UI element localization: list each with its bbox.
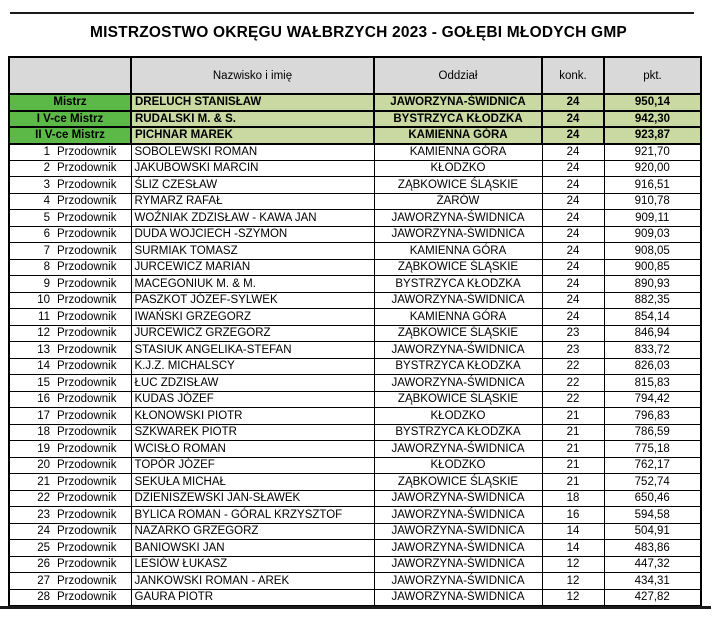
rank-label: Przodownik (57, 294, 117, 307)
rank-label: Przodownik (57, 327, 117, 340)
rank-number: 19 (37, 442, 50, 455)
konk-cell: 24 (542, 193, 604, 210)
konk-cell: 12 (542, 573, 604, 590)
table-row (9, 276, 701, 293)
rank-number: 21 (37, 475, 50, 488)
table-row (9, 408, 701, 425)
branch-cell: KAMIENNA GÓRA (374, 243, 542, 260)
table-row (9, 309, 701, 326)
rank-cell (9, 490, 131, 507)
rank-cell (9, 111, 131, 128)
pkt-cell: 846,94 (604, 325, 701, 342)
table-row (9, 160, 701, 177)
konk-cell: 24 (542, 259, 604, 276)
rank-number: 5 (43, 211, 50, 224)
branch-cell: JAWORZYNA-ŚWIDNICA (374, 375, 542, 392)
rank-label: Przodownik (57, 508, 117, 521)
pkt-cell: 882,35 (604, 292, 701, 309)
rank-number: 18 (37, 426, 50, 439)
konk-cell: 22 (542, 375, 604, 392)
branch-cell: ŻARÓW (374, 193, 542, 210)
pkt-cell: 909,11 (604, 210, 701, 227)
branch-cell: ZĄBKOWICE ŚLĄSKIE (374, 391, 542, 408)
pkt-cell: 833,72 (604, 342, 701, 359)
rank-number: 26 (37, 558, 50, 571)
branch-cell: KŁODZKO (374, 160, 542, 177)
name-cell: GAURA PIOTR (131, 589, 374, 606)
rank-label: Przodownik (57, 178, 117, 191)
pkt-cell: 815,83 (604, 375, 701, 392)
pkt-cell: 796,83 (604, 408, 701, 425)
header-name: Nazwisko i imię (131, 57, 374, 94)
konk-cell: 24 (542, 177, 604, 194)
konk-cell: 24 (542, 276, 604, 293)
branch-cell: BYSTRZYCA KŁODZKA (374, 424, 542, 441)
table-row (9, 94, 701, 111)
name-cell: SURMIAK TOMASZ (131, 243, 374, 260)
rank-cell (9, 556, 131, 573)
rank-label: I V-ce Mistrz (36, 112, 104, 125)
konk-cell: 14 (542, 540, 604, 557)
konk-cell: 21 (542, 474, 604, 491)
rank-number: 4 (43, 195, 50, 208)
pkt-cell: 594,58 (604, 507, 701, 524)
name-cell: KUDAS JÓZEF (131, 391, 374, 408)
branch-cell: BYSTRZYCA KŁODZKA (374, 276, 542, 293)
rank-label: Przodownik (57, 261, 117, 274)
rank-cell (9, 457, 131, 474)
rank-label: Przodownik (57, 343, 117, 356)
name-cell: PASZKOT JÓZEF-SYLWEK (131, 292, 374, 309)
rank-cell (9, 309, 131, 326)
rank-number: 24 (37, 525, 50, 538)
branch-cell: JAWORZYNA-ŚWIDNICA (374, 523, 542, 540)
rank-number: 15 (37, 376, 50, 389)
rank-number: 16 (37, 393, 50, 406)
rank-cell (9, 276, 131, 293)
pkt-cell: 794,42 (604, 391, 701, 408)
pkt-cell: 483,86 (604, 540, 701, 557)
pkt-cell: 775,18 (604, 441, 701, 458)
rank-number: 8 (43, 261, 50, 274)
konk-cell: 24 (542, 210, 604, 227)
name-cell: JURCEWICZ MARIAN (131, 259, 374, 276)
rank-number: 28 (37, 590, 50, 603)
rank-cell (9, 391, 131, 408)
konk-cell: 21 (542, 457, 604, 474)
table-row (9, 424, 701, 441)
konk-cell: 22 (542, 391, 604, 408)
pkt-cell: 923,87 (604, 127, 701, 144)
rank-number: 14 (37, 360, 50, 373)
name-cell: RYMARZ RAFAŁ (131, 193, 374, 210)
table-row (9, 507, 701, 524)
table-row (9, 177, 701, 194)
branch-cell: BYSTRZYCA KŁODZKA (374, 358, 542, 375)
branch-cell: KAMIENNA GÓRA (374, 127, 542, 144)
table-row (9, 127, 701, 144)
name-cell: MACEGONIUK M. & M. (131, 276, 374, 293)
rank-number: 7 (43, 244, 50, 257)
table-row (9, 573, 701, 590)
pkt-cell: 447,32 (604, 556, 701, 573)
name-cell: IWAŃSKI GRZEGORZ (131, 309, 374, 326)
rank-label: Przodownik (57, 244, 117, 257)
name-cell: BYLICA ROMAN - GÓRAL KRZYSZTOF (131, 507, 374, 524)
rank-label: Przodownik (57, 590, 117, 603)
table-row (9, 358, 701, 375)
pkt-cell: 916,51 (604, 177, 701, 194)
konk-cell: 24 (542, 94, 604, 111)
branch-cell: KŁODZKO (374, 408, 542, 425)
name-cell: SEKUŁA MICHAŁ (131, 474, 374, 491)
pkt-cell: 427,82 (604, 589, 701, 606)
rank-label: Przodownik (57, 376, 117, 389)
name-cell: SOBOLEWSKI ROMAN (131, 144, 374, 161)
rank-cell (9, 325, 131, 342)
pkt-cell: 910,78 (604, 193, 701, 210)
pkt-cell: 908,05 (604, 243, 701, 260)
name-cell: JAKUBOWSKI MARCIN (131, 160, 374, 177)
rank-number: 27 (37, 574, 50, 587)
header-rank (9, 57, 131, 94)
table-row (9, 226, 701, 243)
pkt-cell: 950,14 (604, 94, 701, 111)
rank-cell (9, 589, 131, 606)
rank-label: Przodownik (57, 475, 117, 488)
rank-number: 1 (43, 145, 50, 158)
pkt-cell: 434,31 (604, 573, 701, 590)
rank-cell (9, 474, 131, 491)
rank-number: 22 (37, 492, 50, 505)
top-rule (10, 12, 694, 14)
name-cell: WCISŁO ROMAN (131, 441, 374, 458)
results-table (8, 56, 702, 607)
header-branch: Oddział (374, 57, 542, 94)
table-row (9, 292, 701, 309)
table-row (9, 391, 701, 408)
header-pkt: pkt. (604, 57, 701, 94)
table-header-row (9, 57, 701, 94)
rank-number: 6 (43, 228, 50, 241)
rank-number: 10 (37, 294, 50, 307)
pkt-cell: 762,17 (604, 457, 701, 474)
konk-cell: 24 (542, 127, 604, 144)
rank-cell (9, 507, 131, 524)
rank-cell (9, 342, 131, 359)
konk-cell: 18 (542, 490, 604, 507)
branch-cell: BYSTRZYCA KŁODZKA (374, 111, 542, 128)
branch-cell: ZĄBKOWICE ŚLĄSKIE (374, 259, 542, 276)
table-row (9, 210, 701, 227)
branch-cell: KAMIENNA GÓRA (374, 309, 542, 326)
branch-cell: ZĄBKOWICE ŚLĄSKIE (374, 474, 542, 491)
rank-label: Przodownik (57, 228, 117, 241)
rank-cell (9, 160, 131, 177)
results-body (9, 94, 701, 606)
rank-cell (9, 573, 131, 590)
name-cell: K.J.Z. MICHALSCY (131, 358, 374, 375)
branch-cell: KAMIENNA GÓRA (374, 144, 542, 161)
branch-cell: JAWORZYNA-ŚWIDNICA (374, 441, 542, 458)
konk-cell: 24 (542, 292, 604, 309)
rank-cell (9, 144, 131, 161)
rank-number: 25 (37, 541, 50, 554)
rank-label: Przodownik (57, 360, 117, 373)
pkt-cell: 650,46 (604, 490, 701, 507)
pkt-cell: 826,03 (604, 358, 701, 375)
name-cell: WOŹNIAK ZDZISŁAW - KAWA JAN (131, 210, 374, 227)
branch-cell: ZĄBKOWICE ŚLĄSKIE (374, 325, 542, 342)
rank-label: Przodownik (57, 541, 117, 554)
rank-label: Przodownik (57, 145, 117, 158)
name-cell: JANKOWSKI ROMAN - AREK (131, 573, 374, 590)
branch-cell: JAWORZYNA-ŚWIDNICA (374, 573, 542, 590)
pkt-cell: 921,70 (604, 144, 701, 161)
rank-label: Przodownik (57, 277, 117, 290)
name-cell: DRELUCH STANISŁAW (131, 94, 374, 111)
konk-cell: 24 (542, 160, 604, 177)
name-cell: NAZARKO GRZEGORZ (131, 523, 374, 540)
konk-cell: 14 (542, 523, 604, 540)
rank-cell (9, 441, 131, 458)
table-row (9, 474, 701, 491)
rank-label: Przodownik (57, 492, 117, 505)
header-konk: konk. (542, 57, 604, 94)
branch-cell: JAWORZYNA-ŚWIDNICA (374, 292, 542, 309)
konk-cell: 23 (542, 325, 604, 342)
branch-cell: JAWORZYNA-ŚWIDNICA (374, 556, 542, 573)
rank-number: 23 (37, 508, 50, 521)
rank-label: Przodownik (57, 525, 117, 538)
table-row (9, 144, 701, 161)
rank-label: Mistrz (53, 96, 87, 109)
pkt-cell: 890,93 (604, 276, 701, 293)
table-row (9, 441, 701, 458)
konk-cell: 21 (542, 441, 604, 458)
name-cell: JURCEWICZ GRZEGORZ (131, 325, 374, 342)
rank-cell (9, 94, 131, 111)
name-cell: DUDA WOJCIECH -SZYMON (131, 226, 374, 243)
rank-label: Przodownik (57, 393, 117, 406)
name-cell: KŁONOWSKI PIOTR (131, 408, 374, 425)
rank-cell (9, 210, 131, 227)
rank-label: Przodownik (57, 574, 117, 587)
rank-label: Przodownik (57, 409, 117, 422)
table-row (9, 325, 701, 342)
konk-cell: 12 (542, 556, 604, 573)
rank-cell (9, 193, 131, 210)
rank-number: 17 (37, 409, 50, 422)
table-row (9, 490, 701, 507)
rank-number: 11 (38, 310, 50, 323)
table-row (9, 556, 701, 573)
rank-cell (9, 375, 131, 392)
pkt-cell: 942,30 (604, 111, 701, 128)
table-row (9, 375, 701, 392)
name-cell: ŚLIZ CZESŁAW (131, 177, 374, 194)
rank-number: 3 (43, 178, 50, 191)
name-cell: TOPÓR JÓZEF (131, 457, 374, 474)
table-row (9, 540, 701, 557)
rank-cell (9, 540, 131, 557)
konk-cell: 24 (542, 144, 604, 161)
branch-cell: KŁODZKO (374, 457, 542, 474)
pkt-cell: 752,74 (604, 474, 701, 491)
table-row (9, 457, 701, 474)
rank-label: Przodownik (57, 195, 117, 208)
pkt-cell: 504,91 (604, 523, 701, 540)
branch-cell: JAWORZYNA-ŚWIDNICA (374, 507, 542, 524)
rank-number: 12 (37, 327, 50, 340)
name-cell: STASIUK ANGELIKA-STEFAN (131, 342, 374, 359)
rank-cell (9, 408, 131, 425)
rank-label: Przodownik (57, 558, 117, 571)
name-cell: SZKWAREK PIOTR (131, 424, 374, 441)
pkt-cell: 920,00 (604, 160, 701, 177)
name-cell: ŁUC ZDZISŁAW (131, 375, 374, 392)
pkt-cell: 786,59 (604, 424, 701, 441)
konk-cell: 16 (542, 507, 604, 524)
pkt-cell: 854,14 (604, 309, 701, 326)
rank-number: 9 (43, 277, 50, 290)
konk-cell: 21 (542, 408, 604, 425)
rank-number: 13 (37, 343, 50, 356)
branch-cell: JAWORZYNA-ŚWIDNICA (374, 226, 542, 243)
rank-label: Przodownik (57, 442, 117, 455)
name-cell: RUDALSKI M. & S. (131, 111, 374, 128)
rank-number: 2 (43, 162, 50, 175)
branch-cell: ZĄBKOWICE ŚLĄSKIE (374, 177, 542, 194)
branch-cell: JAWORZYNA-ŚWIDNICA (374, 210, 542, 227)
branch-cell: JAWORZYNA-ŚWIDNICA (374, 540, 542, 557)
name-cell: LESIÓW ŁUKASZ (131, 556, 374, 573)
konk-cell: 22 (542, 358, 604, 375)
branch-cell: JAWORZYNA-ŚWIDNICA (374, 342, 542, 359)
rank-label: Przodownik (57, 426, 117, 439)
pkt-cell: 900,85 (604, 259, 701, 276)
rank-cell (9, 177, 131, 194)
rank-number: 20 (37, 459, 50, 472)
konk-cell: 12 (542, 589, 604, 606)
rank-cell (9, 226, 131, 243)
pkt-cell: 909,03 (604, 226, 701, 243)
konk-cell: 21 (542, 424, 604, 441)
rank-label: II V-ce Mistrz (35, 129, 105, 142)
name-cell: PICHNAR MAREK (131, 127, 374, 144)
konk-cell: 24 (542, 243, 604, 260)
rank-cell (9, 523, 131, 540)
table-row (9, 342, 701, 359)
table-row (9, 523, 701, 540)
rank-cell (9, 424, 131, 441)
rank-label: Przodownik (57, 211, 117, 224)
table-row (9, 243, 701, 260)
rank-cell (9, 292, 131, 309)
konk-cell: 24 (542, 111, 604, 128)
rank-cell (9, 127, 131, 144)
table-row (9, 259, 701, 276)
rank-cell (9, 358, 131, 375)
rank-cell (9, 243, 131, 260)
konk-cell: 23 (542, 342, 604, 359)
page-title: MISTRZOSTWO OKRĘGU WAŁBRZYCH 2023 - GOŁĘBI MŁODYCH GMP (90, 24, 627, 41)
bottom-rule (0, 606, 711, 609)
konk-cell: 24 (542, 226, 604, 243)
rank-cell (9, 259, 131, 276)
branch-cell: JAWORZYNA-ŚWIDNICA (374, 490, 542, 507)
table-row (9, 193, 701, 210)
table-row (9, 589, 701, 606)
rank-label: Przodownik (57, 310, 117, 323)
konk-cell: 24 (542, 309, 604, 326)
table-row (9, 111, 701, 128)
name-cell: DZIENISZEWSKI JAN-SŁAWEK (131, 490, 374, 507)
branch-cell: JAWORZYNA-ŚWIDNICA (374, 589, 542, 606)
name-cell: BANIOWSKI JAN (131, 540, 374, 557)
branch-cell: JAWORZYNA-ŚWIDNICA (374, 94, 542, 111)
rank-label: Przodownik (57, 162, 117, 175)
rank-label: Przodownik (57, 459, 117, 472)
